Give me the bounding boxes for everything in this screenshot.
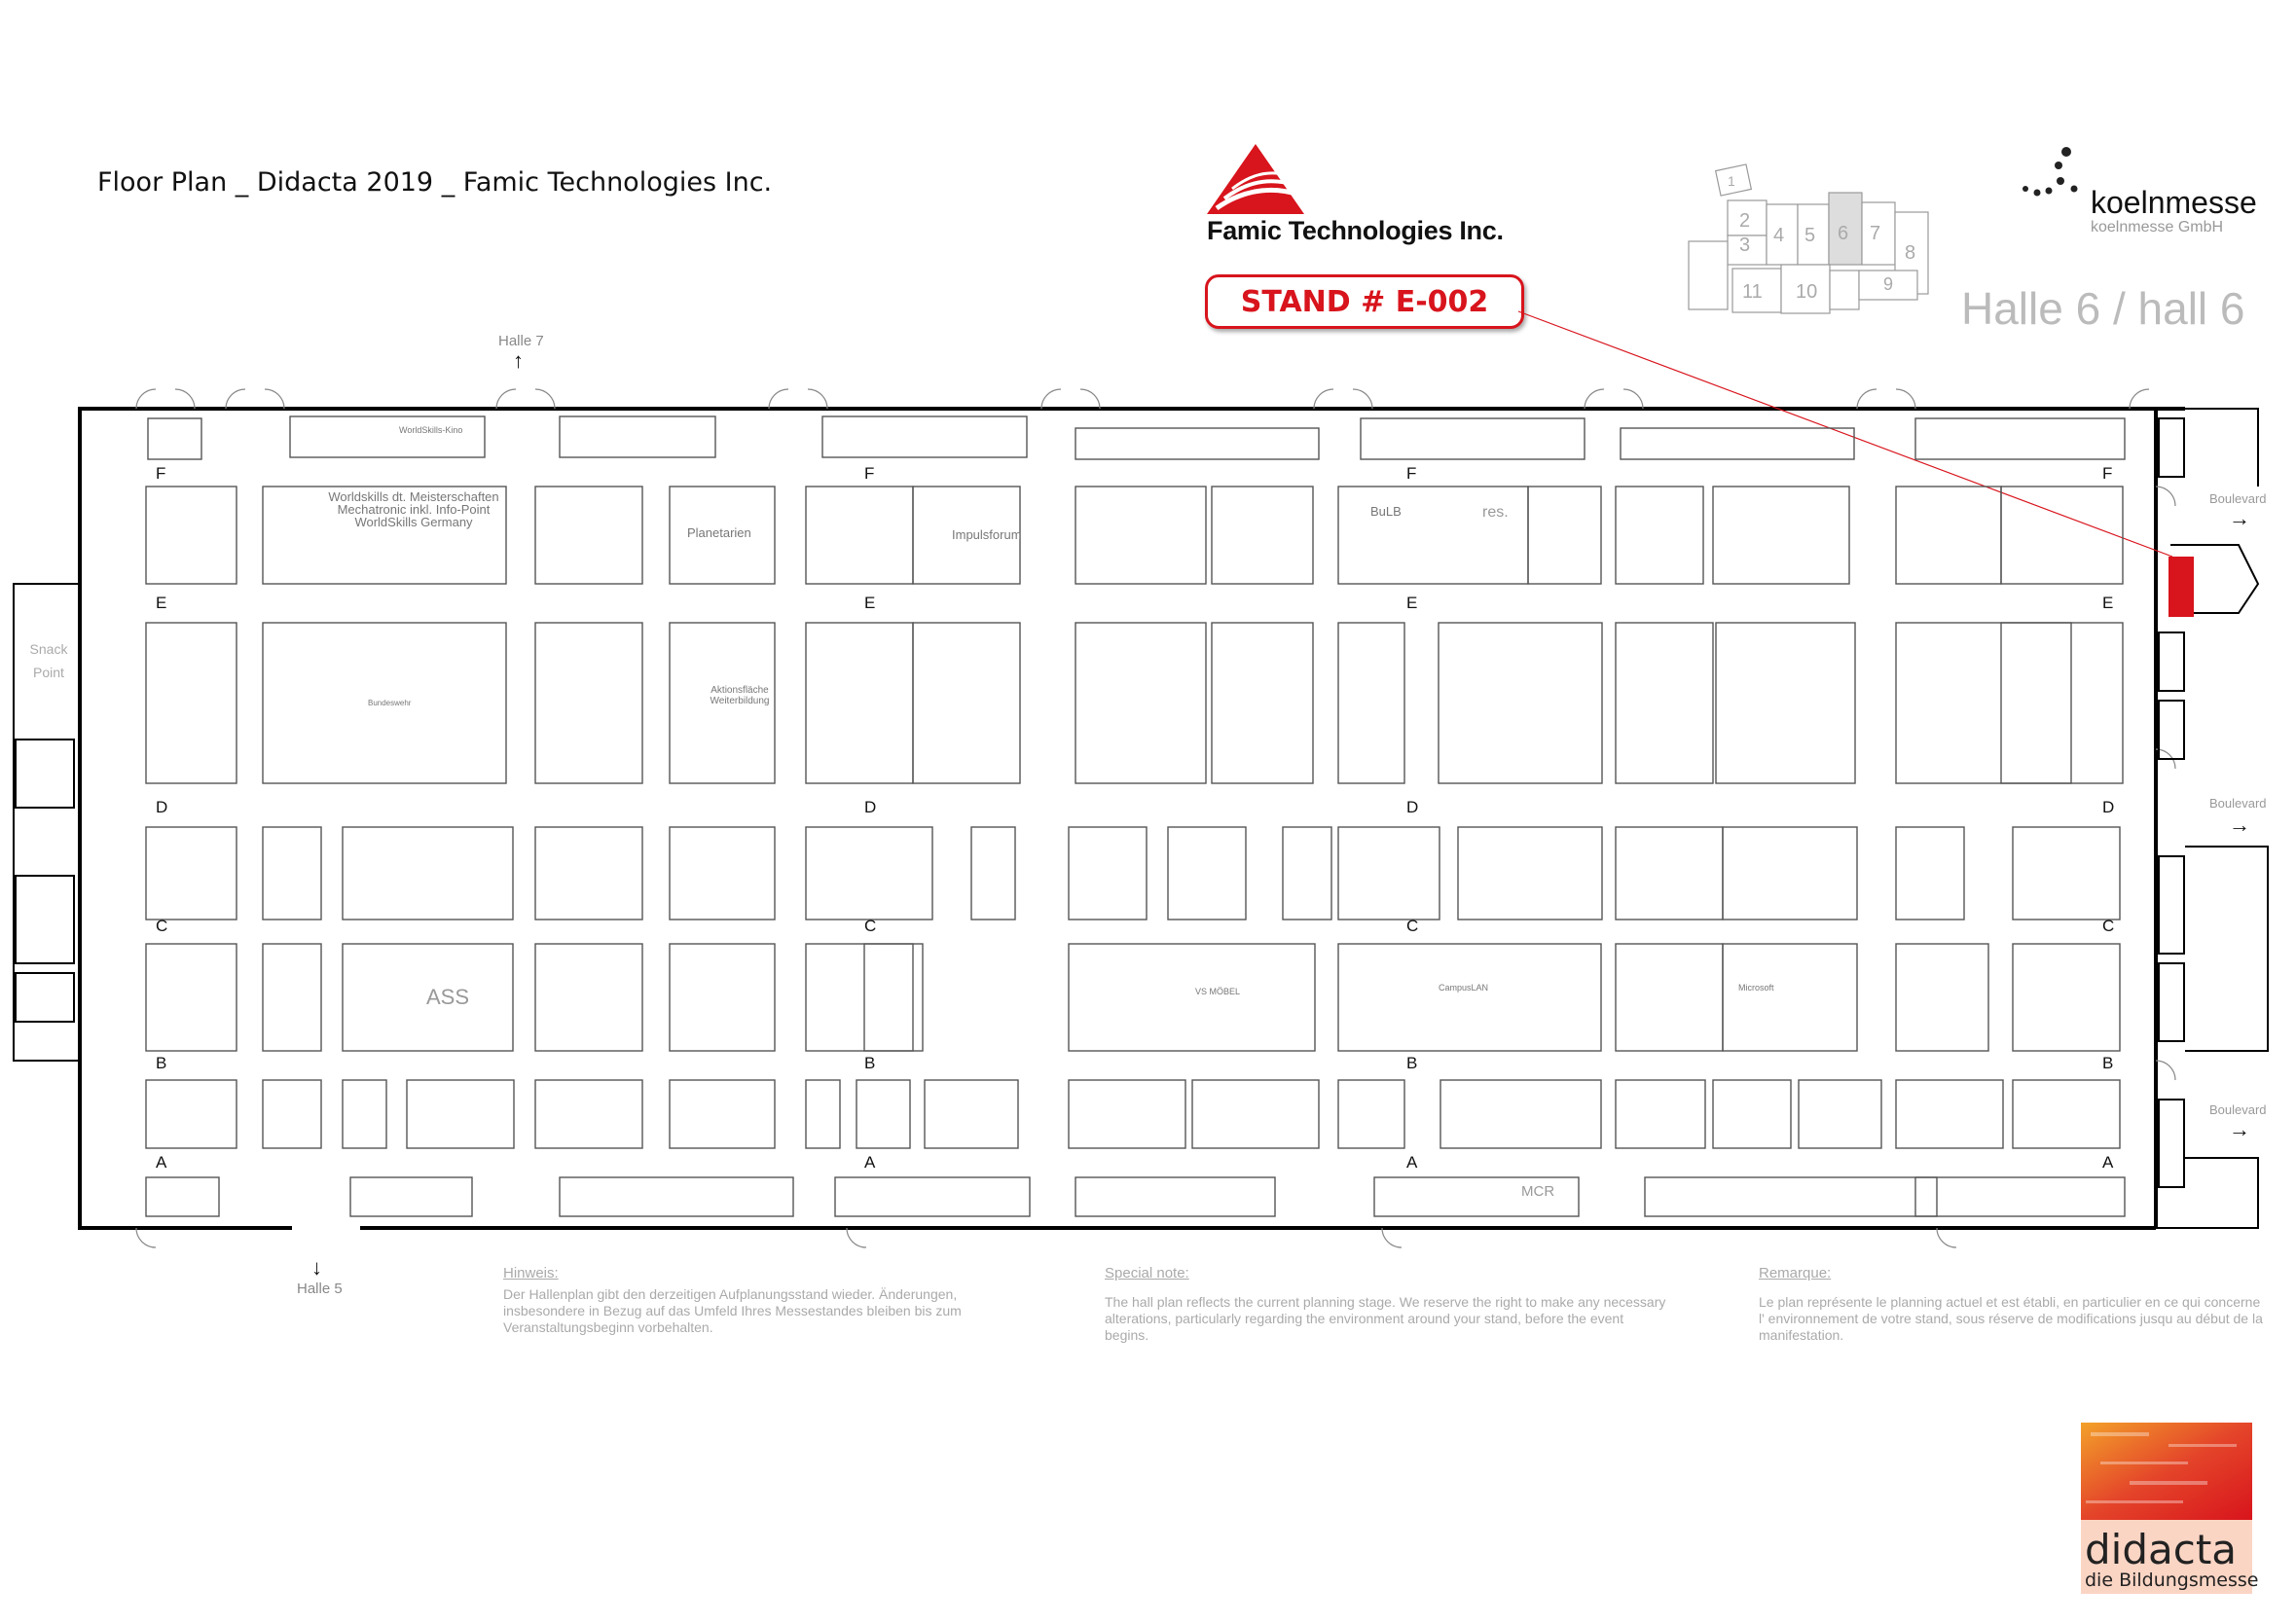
svg-text:1: 1 bbox=[1728, 173, 1735, 189]
row-letter: E bbox=[2102, 594, 2114, 612]
stand-bulb[interactable]: BuLB bbox=[1370, 504, 1402, 519]
note-en-body: The hall plan reflects the current planning stage. We reserve the right to make any necessary alterations, particularly regarding the environment around your stand, before the event begins. bbox=[1105, 1294, 1666, 1343]
stand-block-cb[interactable] bbox=[146, 944, 237, 1051]
svg-text:9: 9 bbox=[1883, 274, 1894, 294]
row-letter: C bbox=[2102, 917, 2115, 935]
stand-block-top[interactable] bbox=[822, 416, 1027, 457]
halle5-label: Halle 5 bbox=[297, 1281, 343, 1297]
stand-block-fe[interactable] bbox=[1075, 487, 1206, 584]
note-de-body: Der Hallenplan gibt den derzeitigen Aufplanungsstand wieder. Änderungen, insbesondere in Bezug auf das Umfeld Ihres Messestandes bleiben bis zum Veranstaltungsbeginn vorbehalten. bbox=[503, 1286, 962, 1335]
stand-mcr[interactable]: MCR bbox=[1521, 1183, 1555, 1200]
arrow-right-icon: → bbox=[2229, 506, 2250, 530]
stand-block-cb[interactable] bbox=[1896, 944, 1988, 1051]
company-name: Famic Technologies Inc. bbox=[1207, 216, 1504, 245]
row-letter: D bbox=[1406, 798, 1419, 816]
stand-block-ba[interactable] bbox=[925, 1080, 1018, 1148]
stand-block-ba[interactable] bbox=[263, 1080, 321, 1148]
stand-block-fe[interactable] bbox=[1212, 487, 1313, 584]
stand-block-ed[interactable] bbox=[1212, 623, 1313, 783]
note-fr-heading: Remarque: bbox=[1759, 1265, 1832, 1281]
stand-block-ba[interactable] bbox=[1799, 1080, 1881, 1148]
svg-text:10: 10 bbox=[1796, 281, 1818, 303]
row-letter: F bbox=[156, 464, 166, 483]
stand-block-dc[interactable] bbox=[1896, 827, 1964, 920]
stand-block-dc[interactable] bbox=[146, 827, 237, 920]
stand-block-dc[interactable] bbox=[343, 827, 513, 920]
svg-text:5: 5 bbox=[1804, 225, 1816, 246]
stand-block-ba[interactable] bbox=[806, 1080, 840, 1148]
stand-block-fe[interactable] bbox=[1713, 487, 1849, 584]
stand-block-ba[interactable] bbox=[1616, 1080, 1705, 1148]
svg-text:4: 4 bbox=[1773, 225, 1785, 246]
stand-block-a[interactable] bbox=[1915, 1177, 2125, 1216]
arrow-right-icon: → bbox=[2229, 1117, 2250, 1141]
stand-block-ed[interactable] bbox=[913, 623, 1020, 783]
stand-block-fe[interactable] bbox=[806, 487, 913, 584]
snack-point-label: Snack Point bbox=[29, 641, 68, 680]
svg-text:11: 11 bbox=[1742, 281, 1763, 303]
row-letter: D bbox=[2102, 798, 2115, 816]
stand-block-ba[interactable] bbox=[407, 1080, 514, 1148]
stand-block-ed[interactable] bbox=[1716, 623, 1855, 783]
stand-block-ed[interactable] bbox=[2001, 623, 2123, 783]
stand-block-ed[interactable] bbox=[1616, 623, 1713, 783]
row-letter: B bbox=[864, 1054, 876, 1072]
stand-block-dc[interactable] bbox=[670, 827, 775, 920]
stand-block-ba[interactable] bbox=[1338, 1080, 1404, 1148]
hall-title: Halle 6 / hall 6 bbox=[1961, 283, 2245, 334]
stand-block-top[interactable] bbox=[290, 416, 485, 457]
stand-block-fe[interactable] bbox=[1616, 487, 1703, 584]
stand-block-dc[interactable] bbox=[1338, 827, 1440, 920]
stand-block-fe[interactable] bbox=[1896, 487, 2001, 584]
halle7-label: Halle 7 bbox=[498, 333, 544, 349]
row-letter: D bbox=[156, 798, 168, 816]
stand-block-dc[interactable] bbox=[1616, 827, 1723, 920]
row-letter: F bbox=[2102, 464, 2113, 483]
row-letter: A bbox=[864, 1153, 876, 1172]
stand-block-dc[interactable] bbox=[535, 827, 642, 920]
row-letter: A bbox=[1406, 1153, 1418, 1172]
arrow-right-icon: → bbox=[2229, 812, 2250, 837]
stand-block-cb[interactable] bbox=[535, 944, 642, 1051]
note-fr-body: Le plan représente le planning actuel et est établi, en particulier en ce qui concerne l' environnement de votre stand, sous réserve de modifications jusqu au début de la manifestation. bbox=[1759, 1294, 2263, 1343]
stand-block-ed[interactable] bbox=[1896, 623, 2071, 783]
stand-block-top[interactable] bbox=[1075, 428, 1319, 459]
stand-block-ba[interactable] bbox=[1440, 1080, 1601, 1148]
stand-block-a[interactable] bbox=[1645, 1177, 1937, 1216]
stand-block-ba[interactable] bbox=[1713, 1080, 1791, 1148]
stand-block-fe[interactable] bbox=[146, 487, 237, 584]
stand-block-ed[interactable] bbox=[146, 623, 237, 783]
stand-block-dc[interactable] bbox=[1069, 827, 1147, 920]
stand-block-a[interactable] bbox=[350, 1177, 472, 1216]
stand-worldskills-kino[interactable]: WorldSkills-Kino bbox=[399, 425, 463, 435]
stand-block-a[interactable] bbox=[560, 1177, 793, 1216]
stand-block-ba[interactable] bbox=[1896, 1080, 2003, 1148]
stand-block-dc[interactable] bbox=[1458, 827, 1602, 920]
row-letter: E bbox=[156, 594, 167, 612]
stand-block-ba[interactable] bbox=[1192, 1080, 1319, 1148]
stand-worldskills[interactable]: Worldskills dt. Meisterschaften Mechatronic inkl. Info-Point WorldSkills Germany bbox=[328, 489, 499, 529]
row-letter: C bbox=[1406, 917, 1419, 935]
stand-block-ed[interactable] bbox=[806, 623, 913, 783]
stand-block-top[interactable] bbox=[148, 418, 201, 459]
stand-block-fe[interactable] bbox=[2001, 487, 2123, 584]
stand-block-top[interactable] bbox=[560, 416, 715, 457]
famic-stand-highlight bbox=[2168, 557, 2194, 617]
note-de-heading: Hinweis: bbox=[503, 1265, 559, 1281]
stand-campuslan[interactable]: CampusLAN bbox=[1439, 983, 1489, 992]
svg-text:3: 3 bbox=[1739, 235, 1751, 256]
stand-block-cb[interactable] bbox=[1723, 944, 1857, 1051]
stand-block-ed[interactable] bbox=[535, 623, 642, 783]
row-letter: B bbox=[1406, 1054, 1418, 1072]
row-letter: F bbox=[864, 464, 875, 483]
stand-impulsforum[interactable]: Impulsforum bbox=[952, 527, 1022, 542]
stand-block-a[interactable] bbox=[1075, 1177, 1275, 1216]
stand-bundeswehr[interactable]: Bundeswehr bbox=[368, 699, 412, 707]
stand-block-dc[interactable] bbox=[971, 827, 1015, 920]
stand-callout[interactable]: STAND # E-002 bbox=[1205, 274, 1524, 329]
stand-block-ba[interactable] bbox=[146, 1080, 237, 1148]
stand-block-fe[interactable] bbox=[1528, 487, 1601, 584]
stand-block-cb[interactable] bbox=[1616, 944, 1723, 1051]
boulevard-label-3: Boulevard bbox=[2209, 1102, 2267, 1117]
svg-text:2: 2 bbox=[1739, 210, 1751, 232]
stand-block-cb[interactable] bbox=[864, 944, 923, 1051]
stand-block-cb[interactable] bbox=[263, 944, 321, 1051]
koelnmesse-gmbh: koelnmesse GmbH bbox=[2091, 219, 2224, 235]
boulevard-label-1: Boulevard bbox=[2209, 491, 2267, 506]
halle7-arrow-icon[interactable]: ↑ bbox=[513, 348, 524, 373]
stand-block-dc[interactable] bbox=[1283, 827, 1331, 920]
stand-block-ba[interactable] bbox=[343, 1080, 386, 1148]
didacta-name: didacta bbox=[2085, 1526, 2238, 1573]
stand-block-cb[interactable] bbox=[806, 944, 913, 1051]
stand-block-fe[interactable] bbox=[1338, 487, 1528, 584]
row-letter: E bbox=[1406, 594, 1418, 612]
stand-block-cb[interactable] bbox=[1069, 944, 1315, 1051]
row-letter: D bbox=[864, 798, 877, 816]
svg-text:7: 7 bbox=[1870, 223, 1881, 244]
stand-block-ed[interactable] bbox=[1075, 623, 1206, 783]
row-letter: A bbox=[156, 1153, 167, 1172]
stand-vs-moebel[interactable]: VS MÖBEL bbox=[1195, 987, 1241, 996]
stand-block-ba[interactable] bbox=[670, 1080, 775, 1148]
didacta-tagline: die Bildungsmesse bbox=[2085, 1570, 2259, 1591]
stand-block-fe[interactable] bbox=[535, 487, 642, 584]
row-letter: A bbox=[2102, 1153, 2114, 1172]
stand-planetarien[interactable]: Planetarien bbox=[687, 525, 751, 540]
stand-block-a[interactable] bbox=[146, 1177, 219, 1216]
halle5-arrow-icon[interactable]: ↓ bbox=[311, 1255, 322, 1280]
stand-block-ba[interactable] bbox=[856, 1080, 910, 1148]
stand-block-a[interactable] bbox=[835, 1177, 1030, 1216]
row-letter: B bbox=[2102, 1054, 2114, 1072]
stand-block-dc[interactable] bbox=[2013, 827, 2120, 920]
stand-block-top[interactable] bbox=[1915, 418, 2125, 459]
note-en-heading: Special note: bbox=[1105, 1265, 1189, 1281]
stand-aktionsflaeche[interactable]: Aktionsfläche Weiterbildung bbox=[710, 685, 770, 706]
svg-text:6: 6 bbox=[1838, 223, 1849, 244]
stand-block-ba[interactable] bbox=[1069, 1080, 1185, 1148]
stand-block-dc[interactable] bbox=[263, 827, 321, 920]
stand-block-dc[interactable] bbox=[1723, 827, 1857, 920]
koelnmesse-brand: koelnmesse bbox=[2091, 185, 2257, 220]
page-title: Floor Plan _ Didacta 2019 _ Famic Technologies Inc. bbox=[97, 167, 773, 198]
stand-block-dc[interactable] bbox=[806, 827, 932, 920]
svg-text:8: 8 bbox=[1905, 242, 1916, 264]
row-letter: B bbox=[156, 1054, 167, 1072]
stand-block-top[interactable] bbox=[1361, 418, 1585, 459]
row-letter: C bbox=[156, 917, 168, 935]
stand-block-top[interactable] bbox=[1621, 428, 1854, 459]
callout-line bbox=[1518, 311, 2172, 557]
stand-microsoft[interactable]: Microsoft bbox=[1738, 983, 1774, 992]
stand-block-cb[interactable] bbox=[1338, 944, 1601, 1051]
stand-res[interactable]: res. bbox=[1482, 504, 1509, 521]
boulevard-label-2: Boulevard bbox=[2209, 796, 2267, 811]
stand-block-ed[interactable] bbox=[1439, 623, 1602, 783]
row-letter: E bbox=[864, 594, 876, 612]
stand-ass[interactable]: ASS bbox=[426, 985, 470, 1009]
stand-block-ba[interactable] bbox=[535, 1080, 642, 1148]
row-letter: C bbox=[864, 917, 877, 935]
stand-block-ba[interactable] bbox=[2013, 1080, 2120, 1148]
row-letter: F bbox=[1406, 464, 1417, 483]
stand-block-cb[interactable] bbox=[670, 944, 775, 1051]
stand-block-cb[interactable] bbox=[2013, 944, 2120, 1051]
stand-block-ed[interactable] bbox=[1338, 623, 1404, 783]
stand-block-dc[interactable] bbox=[1168, 827, 1246, 920]
